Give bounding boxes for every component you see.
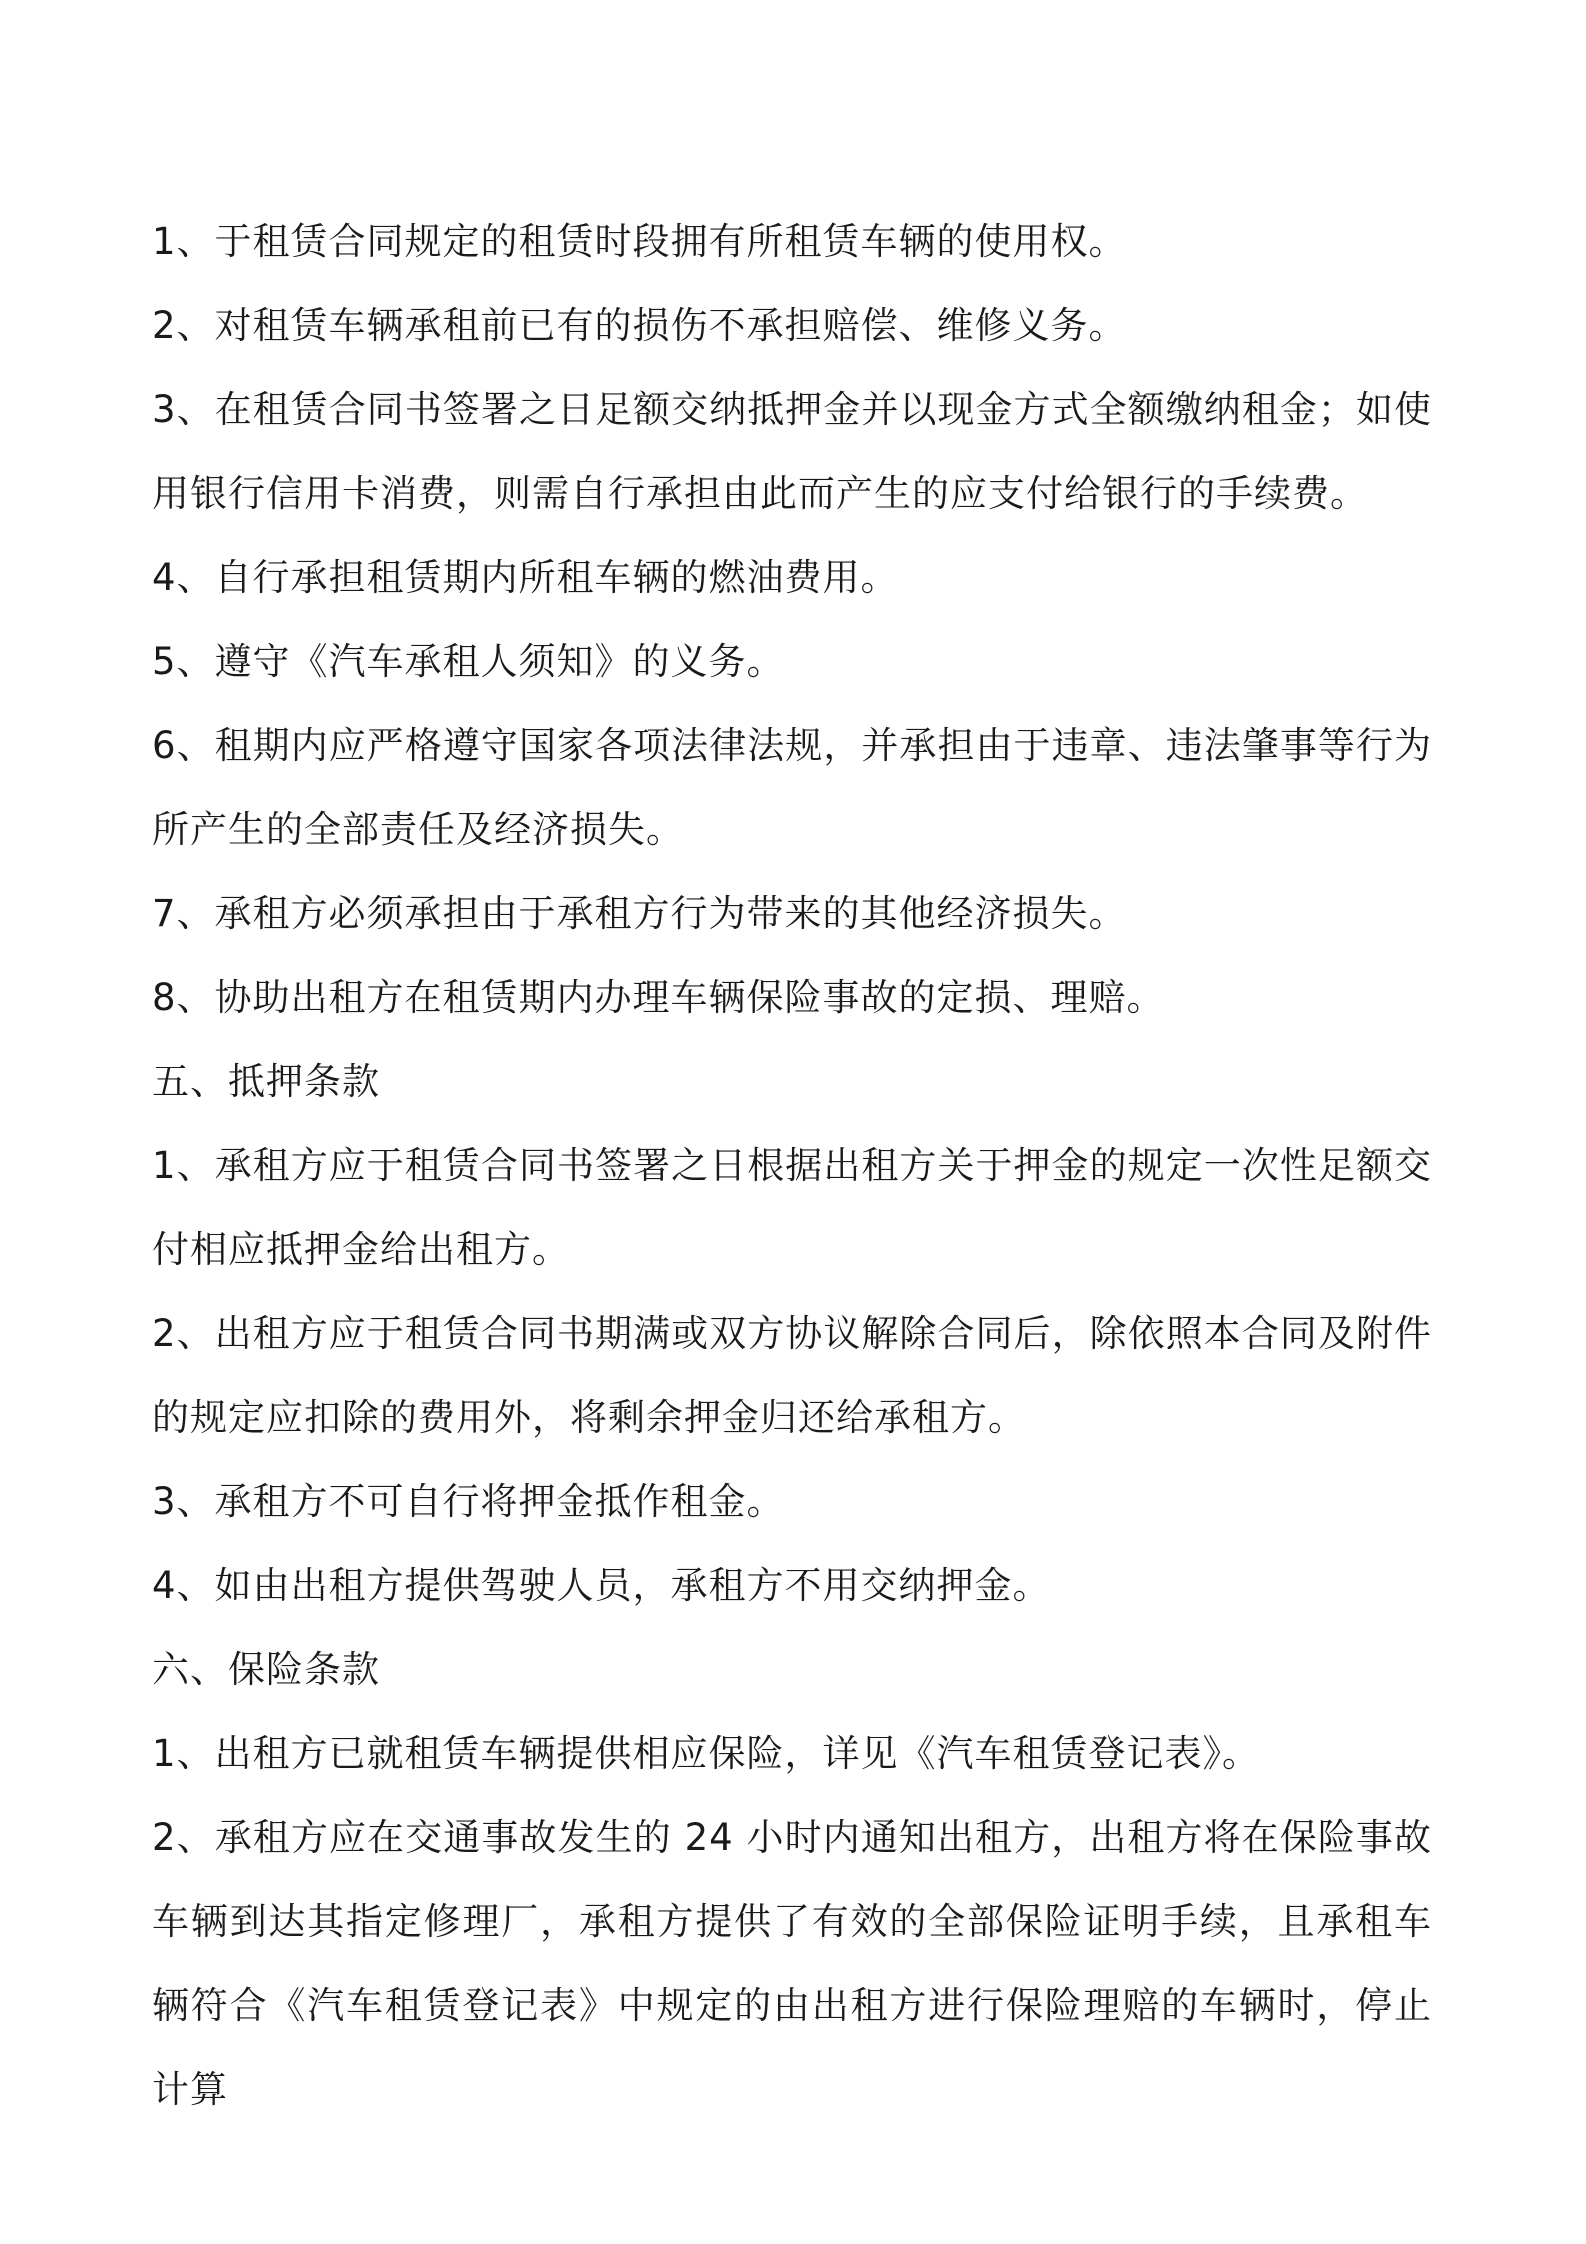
clause-paragraph: 4、自行承担租赁期内所租车辆的燃油费用。 — [152, 556, 899, 599]
section-heading-insurance: 六、保险条款 — [152, 1648, 380, 1691]
clause-paragraph: 1、出租方已就租赁车辆提供相应保险，详见《汽车租赁登记表》。 — [152, 1732, 1261, 1775]
clause-paragraph: 5、遵守《汽车承租人须知》的义务。 — [152, 640, 785, 683]
clause-paragraph: 2、承租方应在交通事故发生的 24 小时内通知出租方，出租方将在保险事故车辆到达其指定修理厂，承租方提供了有效的全部保险证明手续，且承租车辆符合《汽车租赁登记表》中规定的由出租方进行保险理赔的车辆时，停止计算 — [152, 1816, 1432, 2111]
clause-paragraph: 2、对租赁车辆承租前已有的损伤不承担赔偿、维修义务。 — [152, 304, 1127, 347]
document-body — [152, 200, 1432, 2132]
clause-paragraph: 3、承租方不可自行将押金抵作租金。 — [152, 1480, 785, 1523]
clause-paragraph: 1、承租方应于租赁合同书签署之日根据出租方关于押金的规定一次性足额交付相应抵押金给出租方。 — [152, 1144, 1432, 1271]
clause-paragraph: 1、于租赁合同规定的租赁时段拥有所租赁车辆的使用权。 — [152, 220, 1127, 263]
clause-paragraph: 2、出租方应于租赁合同书期满或双方协议解除合同后，除依照本合同及附件的规定应扣除的费用外，将剩余押金归还给承租方。 — [152, 1312, 1432, 1439]
clause-paragraph: 4、如由出租方提供驾驶人员，承租方不用交纳押金。 — [152, 1564, 1051, 1607]
clause-paragraph: 3、在租赁合同书签署之日足额交纳抵押金并以现金方式全额缴纳租金；如使用银行信用卡消费，则需自行承担由此而产生的应支付给银行的手续费。 — [152, 388, 1432, 515]
clause-paragraph: 6、租期内应严格遵守国家各项法律法规，并承担由于违章、违法肇事等行为所产生的全部责任及经济损失。 — [152, 724, 1432, 851]
clause-paragraph: 7、承租方必须承担由于承租方行为带来的其他经济损失。 — [152, 892, 1127, 935]
clause-paragraph: 8、协助出租方在租赁期内办理车辆保险事故的定损、理赔。 — [152, 976, 1165, 1019]
section-heading-deposit: 五、抵押条款 — [152, 1060, 380, 1103]
